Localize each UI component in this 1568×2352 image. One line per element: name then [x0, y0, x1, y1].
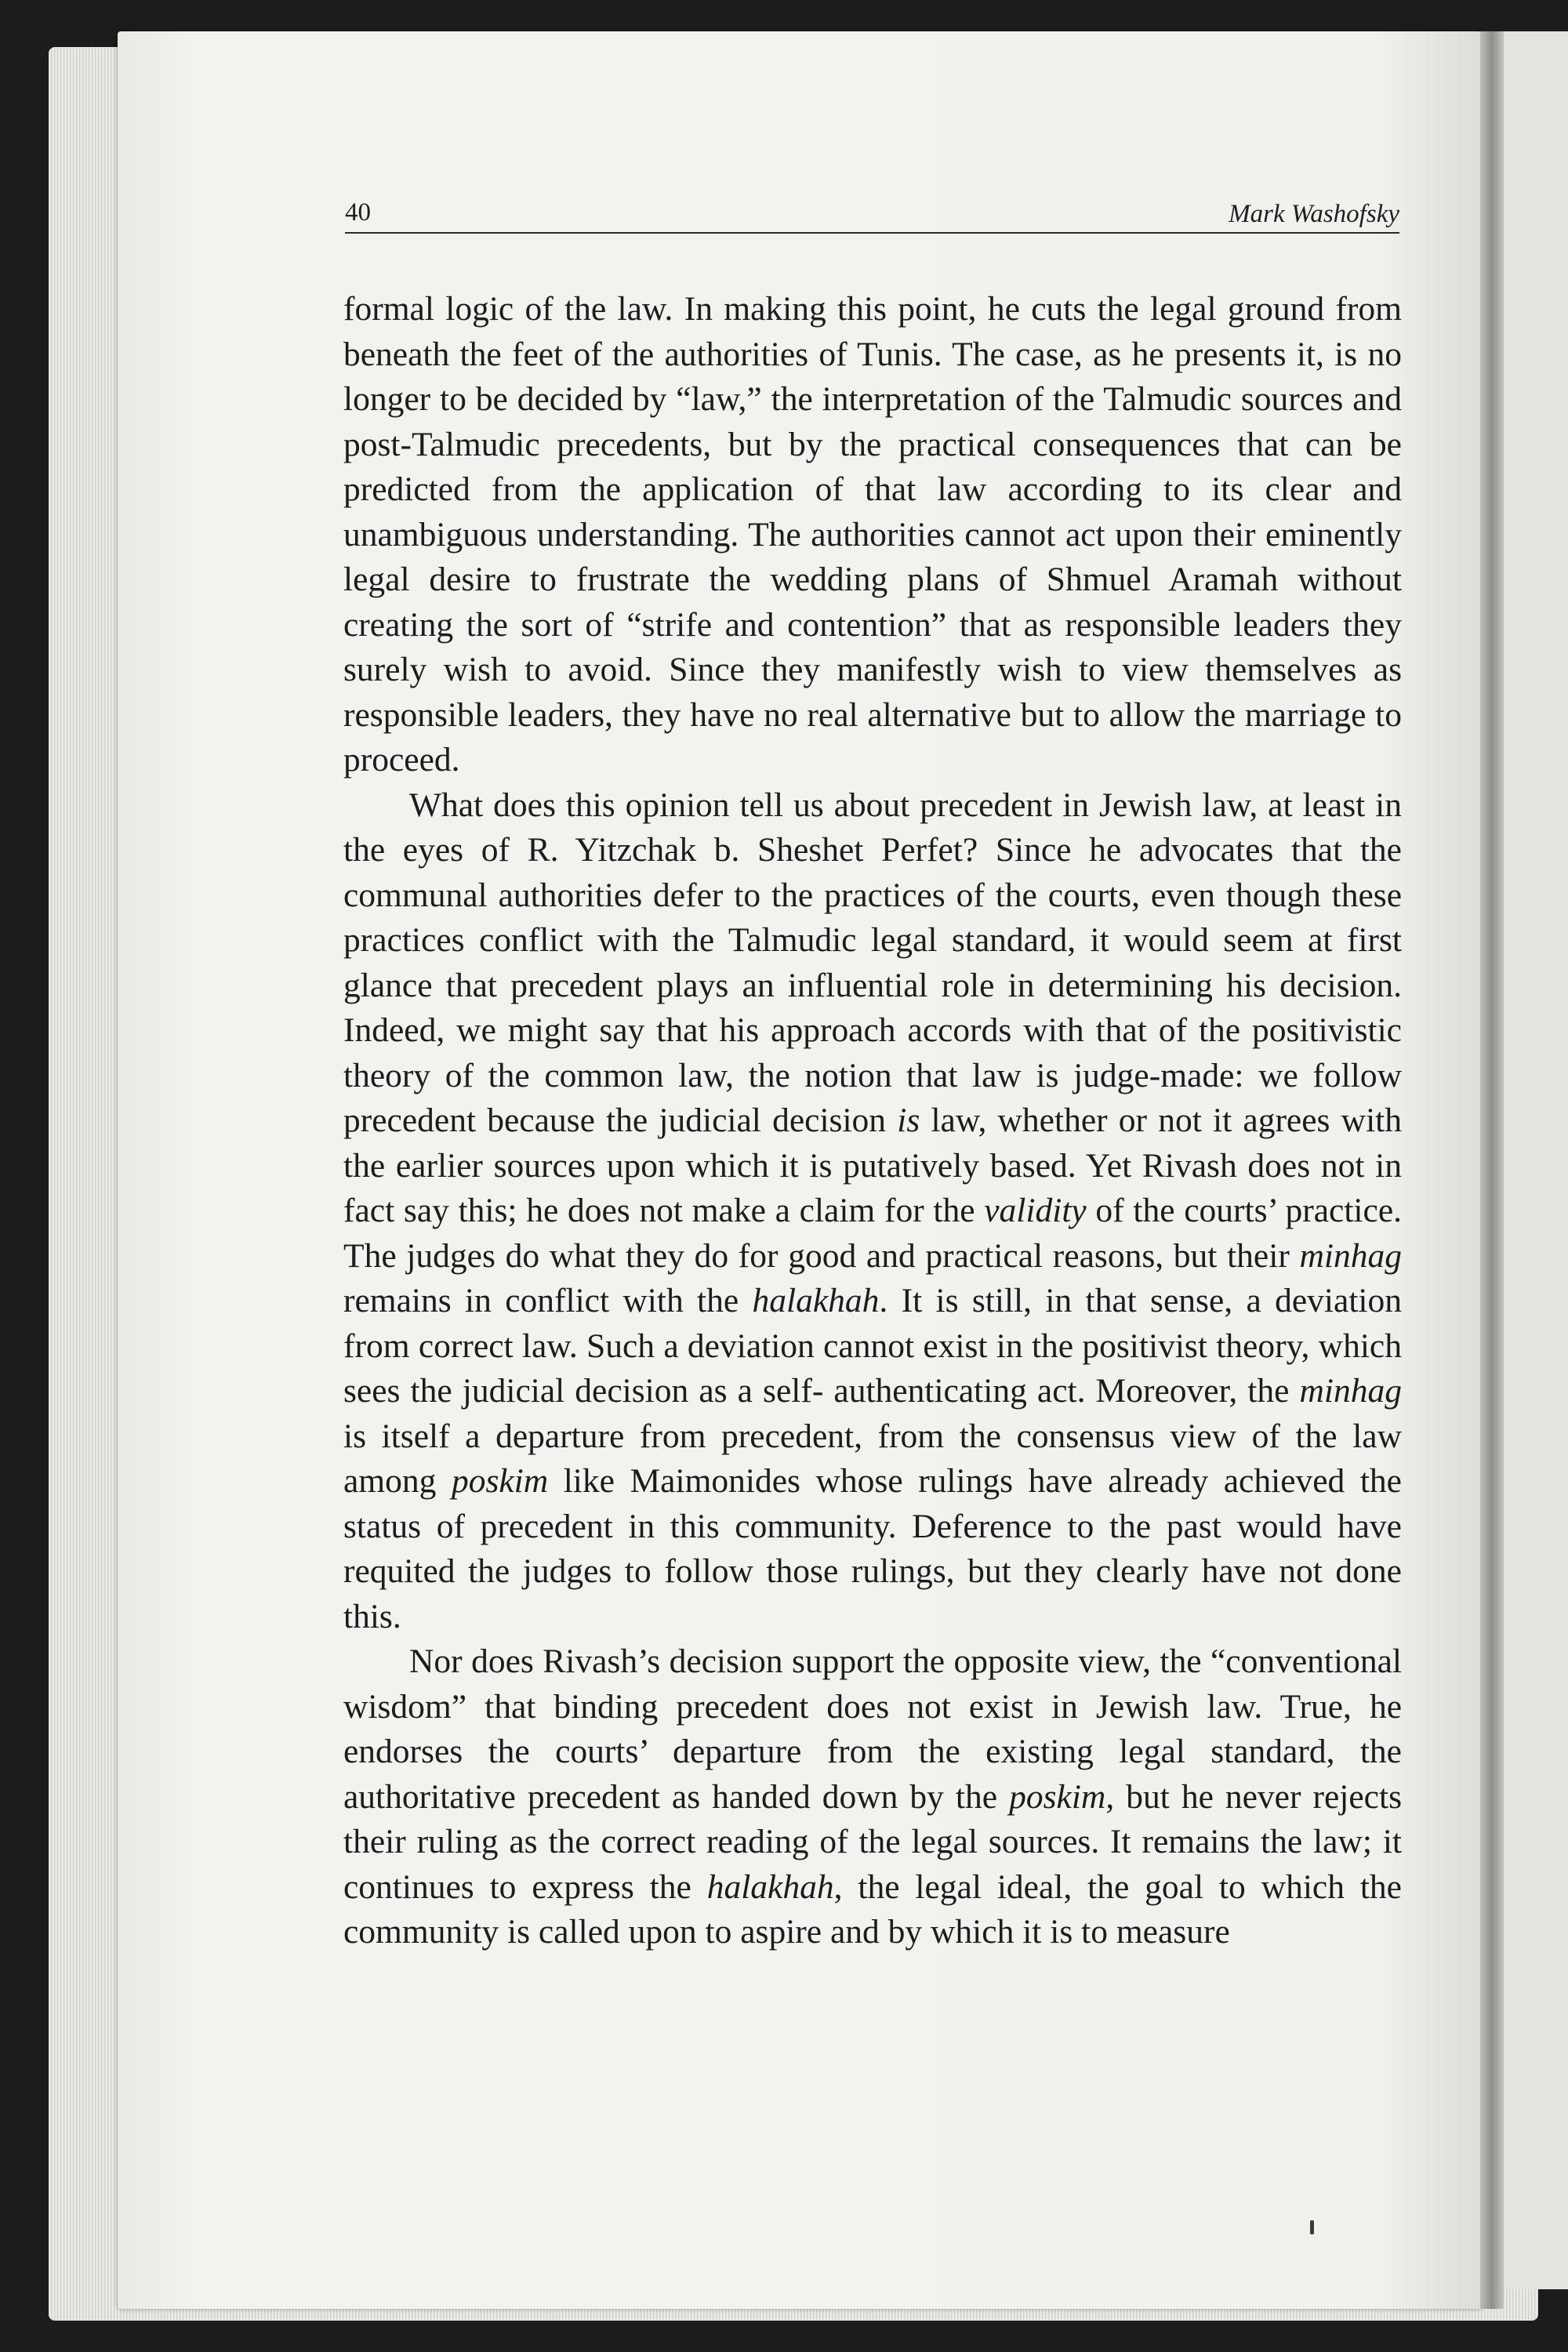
text-run: of the courts’ practice. The judges do what they do for good and practical reasons, but their [343, 1192, 1402, 1275]
text-run: formal logic of the law. In making this point, he cuts the legal ground from beneath the feet of the authorities of Tunis. The case, as he presents it, is no longer to be decided by “law,” the interpretation of the Talmudic sources and post-Talmudic precedents, but by the practical consequences that can be predicted from the application of that law according to its clear and unambiguous understanding. The authorities cannot act upon their eminently legal desire to frustrate the wedding plans of Shmuel Aramah without creating the sort of “strife and contention” that as responsible leaders they surely wish to avoid. Since they manifestly wish to view themselves as responsible leaders, they have no real alternative but to allow the marriage to proceed. [343, 290, 1402, 779]
page-number: 40 [345, 198, 371, 227]
italic-term: minhag [1299, 1236, 1402, 1275]
italic-term: is [897, 1102, 920, 1139]
text-run: , the legal ideal, the goal to which the community is called upon to aspire and by which it is to measure [343, 1867, 1402, 1951]
italic-term: halakhah [752, 1282, 880, 1319]
paragraph-1 [343, 287, 1402, 783]
italic-term: halakhah [706, 1867, 834, 1906]
italic-term: validity [984, 1192, 1087, 1229]
text-run: Nor does Rivash’s decision support the opposite view, the “conventional wisdom” that binding precedent does not exist in Jewish law. True, he endorses the courts’ departure from the existing legal standard, the authoritative precedent as handed down by the [343, 1642, 1402, 1816]
running-head-author: Mark Washofsky [1229, 200, 1399, 228]
body-text [343, 287, 1402, 1955]
italic-term: minhag [1299, 1372, 1402, 1410]
paragraph-2 [343, 783, 1402, 1640]
text-run: . It is still, in that sense, a deviation from correct law. Such a deviation cannot exist in the positivist theory, which sees the judicial decision as a self- authenticating act. Moreover, the [343, 1282, 1402, 1410]
text-run: law, whether or not it agrees with the earlier sources upon which it is putatively based. Yet Rivash does not in fact say this; he does not make a claim for the [343, 1102, 1402, 1229]
italic-term: poskim [451, 1462, 549, 1500]
italic-term: poskim [1009, 1777, 1106, 1816]
text-run: remains in conflict with the [343, 1282, 753, 1319]
text-run: like Maimonides whose rulings have already achieved the status of precedent in this community. Deference to the past would have requited the judges to follow those rulings, but they clearly have not done this. [343, 1462, 1402, 1635]
text-run: is itself a departure from precedent, from the consensus view of the law among [343, 1417, 1402, 1500]
text-run: What does this opinion tell us about precedent in Jewish law, at least in the eyes of R. Yitzchak b. Sheshet Perfet? Since he advocates that the communal authorities defer to the practices of the courts, even though these practices conflict with the Talmudic legal standard, it would seem at first glance that precedent plays an influential role in determining his decision. Indeed, we might say that his approach accords with that of the positivistic theory of the common law, the notion that law is judge-made: we follow precedent because the judicial decision [343, 786, 1402, 1139]
facing-page-edge [1501, 31, 1568, 2289]
book-gutter [1480, 31, 1504, 2309]
text-run: , but he never rejects their ruling as the correct reading of the legal sources. It remains the law; it continues to express the [343, 1777, 1402, 1906]
page-mark [1310, 2220, 1314, 2234]
paragraph-3 [343, 1639, 1402, 1955]
running-head [345, 200, 1399, 234]
